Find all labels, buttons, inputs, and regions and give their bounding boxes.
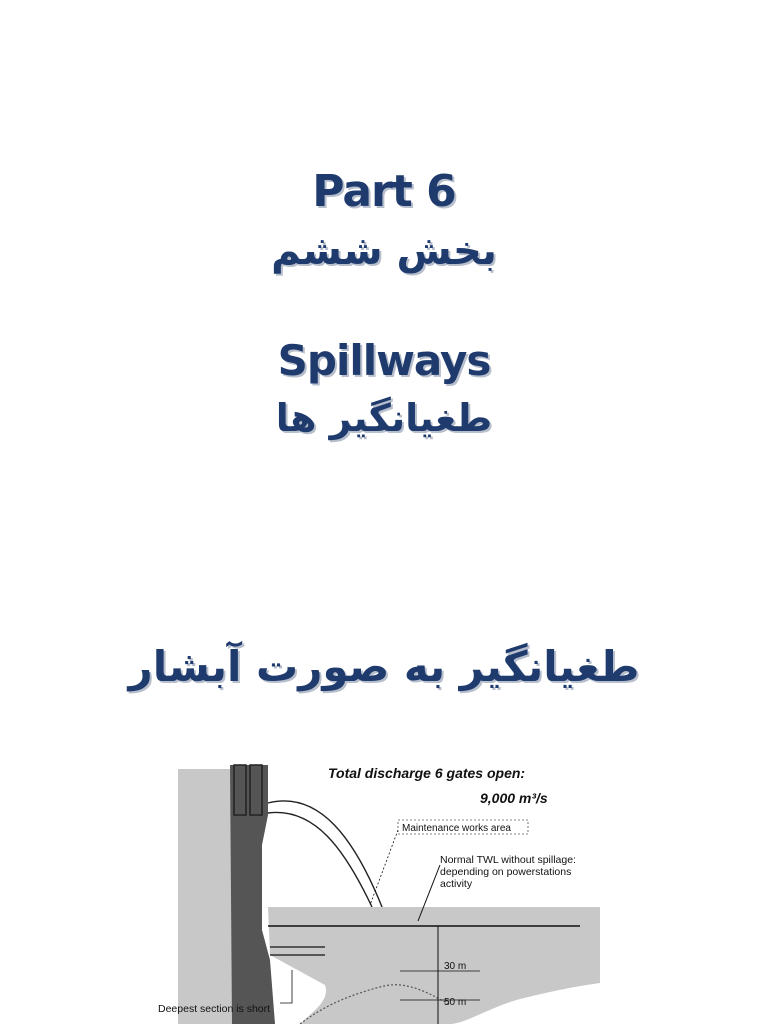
jet-lower (268, 812, 372, 907)
discharge-title: Total discharge 6 gates open: (328, 765, 526, 781)
maintenance-label: Maintenance works area (402, 823, 511, 834)
twl-label-line-1: Normal TWL without spillage: (440, 854, 576, 866)
plunge-pool (268, 907, 600, 1024)
depth-50-label: 50 m (444, 997, 467, 1008)
twl-label-line-2: depending on powerstations (440, 866, 572, 878)
part-title: Part 6 (312, 166, 456, 217)
spillways-title: Spillways (277, 336, 491, 385)
depth-30-label: 30 m (444, 961, 467, 972)
deepest-leader (280, 970, 292, 1003)
deepest-section-label: Deepest section is short (158, 1003, 271, 1015)
part-title-persian: بخش ششم (271, 228, 497, 274)
discharge-value: 9,000 m³/s (480, 790, 548, 806)
twl-label-line-3: activity (440, 878, 473, 890)
ski-jump-spillway-heading: طغیانگیر به صورت آبشار (128, 642, 640, 691)
reservoir-area (178, 769, 238, 1024)
spillway-section-diagram (150, 755, 620, 1024)
dam-body (230, 765, 275, 1024)
maintenance-leader (370, 830, 398, 905)
spillways-title-persian: طغیانگیر ها (275, 396, 493, 440)
